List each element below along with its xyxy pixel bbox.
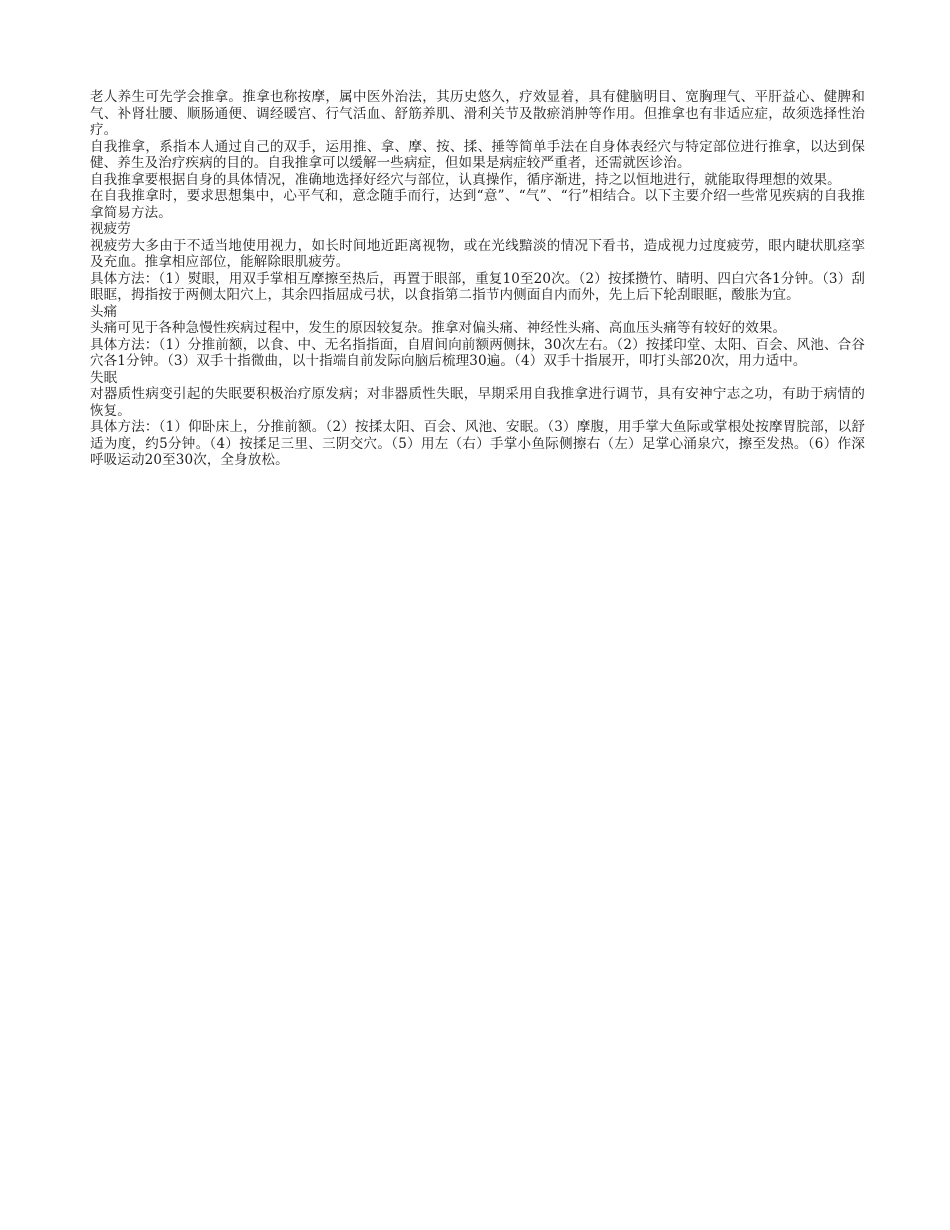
- section-method: 具体方法：（1）熨眼，用双手掌相互摩擦至热后，再置于眼部，重复10至20次。（2）按揉攒竹、睛明、四白穴各1分钟。（3）刮眼眶，拇指按于两侧太阳穴上，其余四指屈成弓状，以食指第二指节内侧面自内而外，先上后下轮刮眼眶，酸胀为宜。: [90, 270, 865, 303]
- section-description: 头痛可见于各种急慢性疾病过程中，发生的原因较复杂。推拿对偏头痛、神经性头痛、高血压头痛等有较好的效果。: [90, 320, 787, 336]
- section-method: 具体方法：（1）仰卧床上，分推前额。（2）按揉太阳、百会、风池、安眠。（3）摩腹，用手掌大鱼际或掌根处按摩胃脘部，以舒适为度，约5分钟。（4）按揉足三里、三阴交穴。（5）用左（右）手掌小鱼际侧擦右（左）足掌心涌泉穴，擦至发热。（6）作深呼吸运动20至30次，全身放松。: [90, 419, 865, 468]
- section-heading-eye-fatigue: 视疲劳: [90, 221, 131, 237]
- intro-paragraph: 在自我推拿时，要求思想集中，心平气和，意念随手而行，达到“意”、“气”、“行”相结合。以下主要介绍一些常见疾病的自我推拿简易方法。: [90, 188, 865, 221]
- section-heading-insomnia: 失眠: [90, 369, 118, 386]
- section-description: 对器质性病变引起的失眠要积极治疗原发病；对非器质性失眠，早期采用自我推拿进行调节，具有安神宁志之功，有助于病情的恢复。: [90, 386, 865, 419]
- section-description: 视疲劳大多由于不适当地使用视力，如长时间地近距离视物，或在光线黯淡的情况下看书，造成视力过度疲劳，眼内睫状肌痉挛及充血。推拿相应部位，能解除眼肌疲劳。: [90, 237, 865, 270]
- intro-paragraph: 自我推拿，系指本人通过自己的双手，运用推、拿、摩、按、揉、捶等简单手法在自身体表经穴与特定部位进行推拿，以达到保健、养生及治疗疾病的目的。自我推拿可以缓解一些病症，但如果是病症较严重者，还需就医诊治。: [90, 138, 865, 171]
- intro-paragraph: 老人养生可先学会推拿。推拿也称按摩，属中医外治法，其历史悠久，疗效显着，具有健脑明目、宽胸理气、平肝益心、健脾和气、补肾壮腰、顺肠通便、调经暖宫、行气活血、舒筋养肌、滑利关节及散瘀消肿等作用。但推拿也有非适应症，故须选择性治疗。: [90, 89, 865, 138]
- intro-paragraph: 自我推拿要根据自身的具体情况，准确地选择好经穴与部位，认真操作，循序渐进，持之以恒地进行，就能取得理想的效果。: [90, 171, 841, 188]
- section-heading-headache: 头痛: [90, 303, 118, 320]
- section-method: 具体方法：（1）分推前额，以食、中、无名指指面，自眉间向前额两侧抹，30次左右。（2）按揉印堂、太阳、百会、风池、合谷穴各1分钟。（3）双手十指微曲，以十指端自前发际向脑后梳理30遍。（4）双手十指展开，叩打头部20次，用力适中。: [90, 336, 865, 369]
- document-body: [90, 89, 865, 469]
